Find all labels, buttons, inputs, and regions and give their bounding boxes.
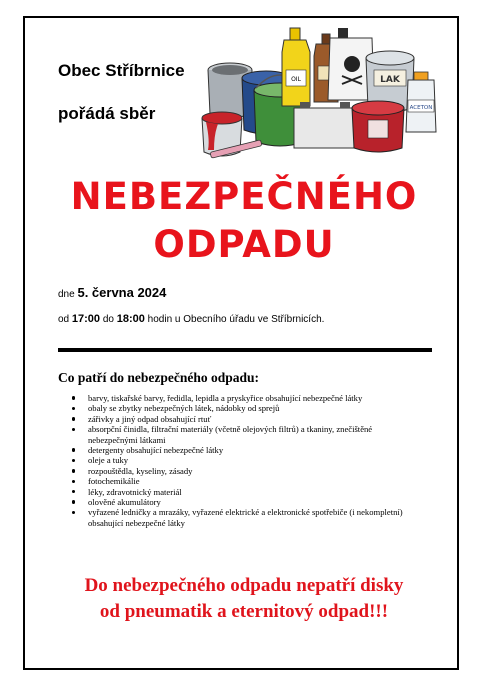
headline-line-1: NEBEZPEČNÉHO [70, 175, 418, 218]
list-item: oleje a tuky [58, 455, 410, 465]
time-middle: do [102, 314, 114, 325]
hazard-can-icon [352, 101, 404, 152]
list-item: absorpční činidla, filtrační materiály (včetně olejových filtrů) a tkaniny, znečištěné nebezpečnými látkami [58, 424, 410, 445]
acetone-bottle-icon [406, 72, 436, 132]
time-to: 18:00 [116, 313, 145, 325]
time-suffix: hodin u Obecního úřadu ve Stříbrnicích. [147, 314, 325, 325]
event-date [58, 285, 166, 300]
svg-text:ACETON: ACETON [409, 105, 433, 111]
list-item: vyřazené ledničky a mrazáky, vyřazené elektrické a elektronické spotřebiče (i nekompletní) obsahující nebezpečné látky [58, 507, 410, 528]
list-title: Co patří do nebezpečného odpadu: [58, 370, 260, 385]
list-item: olověné akumulátory [58, 497, 410, 507]
organizer-name: Obec Stříbrnice [58, 61, 185, 80]
yellow-bottle-icon [282, 28, 310, 106]
headline-line-2: ODPADU [153, 223, 335, 266]
warning-line-1: Do nebezpečného odpadu nepatří disky [84, 575, 404, 596]
date-value: 5. června 2024 [77, 285, 167, 300]
time-from: 17:00 [71, 313, 101, 325]
list-item: fotochemikálie [58, 476, 410, 486]
time-prefix: od [58, 314, 70, 325]
hazardous-waste-illustration [196, 22, 442, 162]
svg-text:OIL: OIL [291, 76, 301, 83]
section-divider [58, 348, 432, 352]
car-battery-icon [294, 102, 356, 148]
waste-list [58, 393, 410, 528]
list-item: léky, zdravotnický materiál [58, 487, 410, 497]
list-item: rozpouštědla, kyseliny, zásady [58, 466, 410, 476]
list-item: obaly se zbytky nebezpečných látek, nádobky od sprejů [58, 403, 410, 413]
warning-line-2: od pneumatik a eternitový odpad!!! [99, 601, 389, 622]
event-time [58, 313, 324, 325]
list-item: barvy, tiskařské barvy, ředidla, lepidla a pryskyřice obsahující nebezpečné látky [58, 393, 410, 403]
date-prefix: dne [58, 289, 75, 300]
organizer-action: pořádá sběr [58, 104, 156, 123]
svg-text:LAK: LAK [380, 75, 400, 85]
list-item: detergenty obsahující nebezpečné látky [58, 445, 410, 455]
list-item: zářivky a jiný odpad obsahující rtuť [58, 414, 410, 424]
